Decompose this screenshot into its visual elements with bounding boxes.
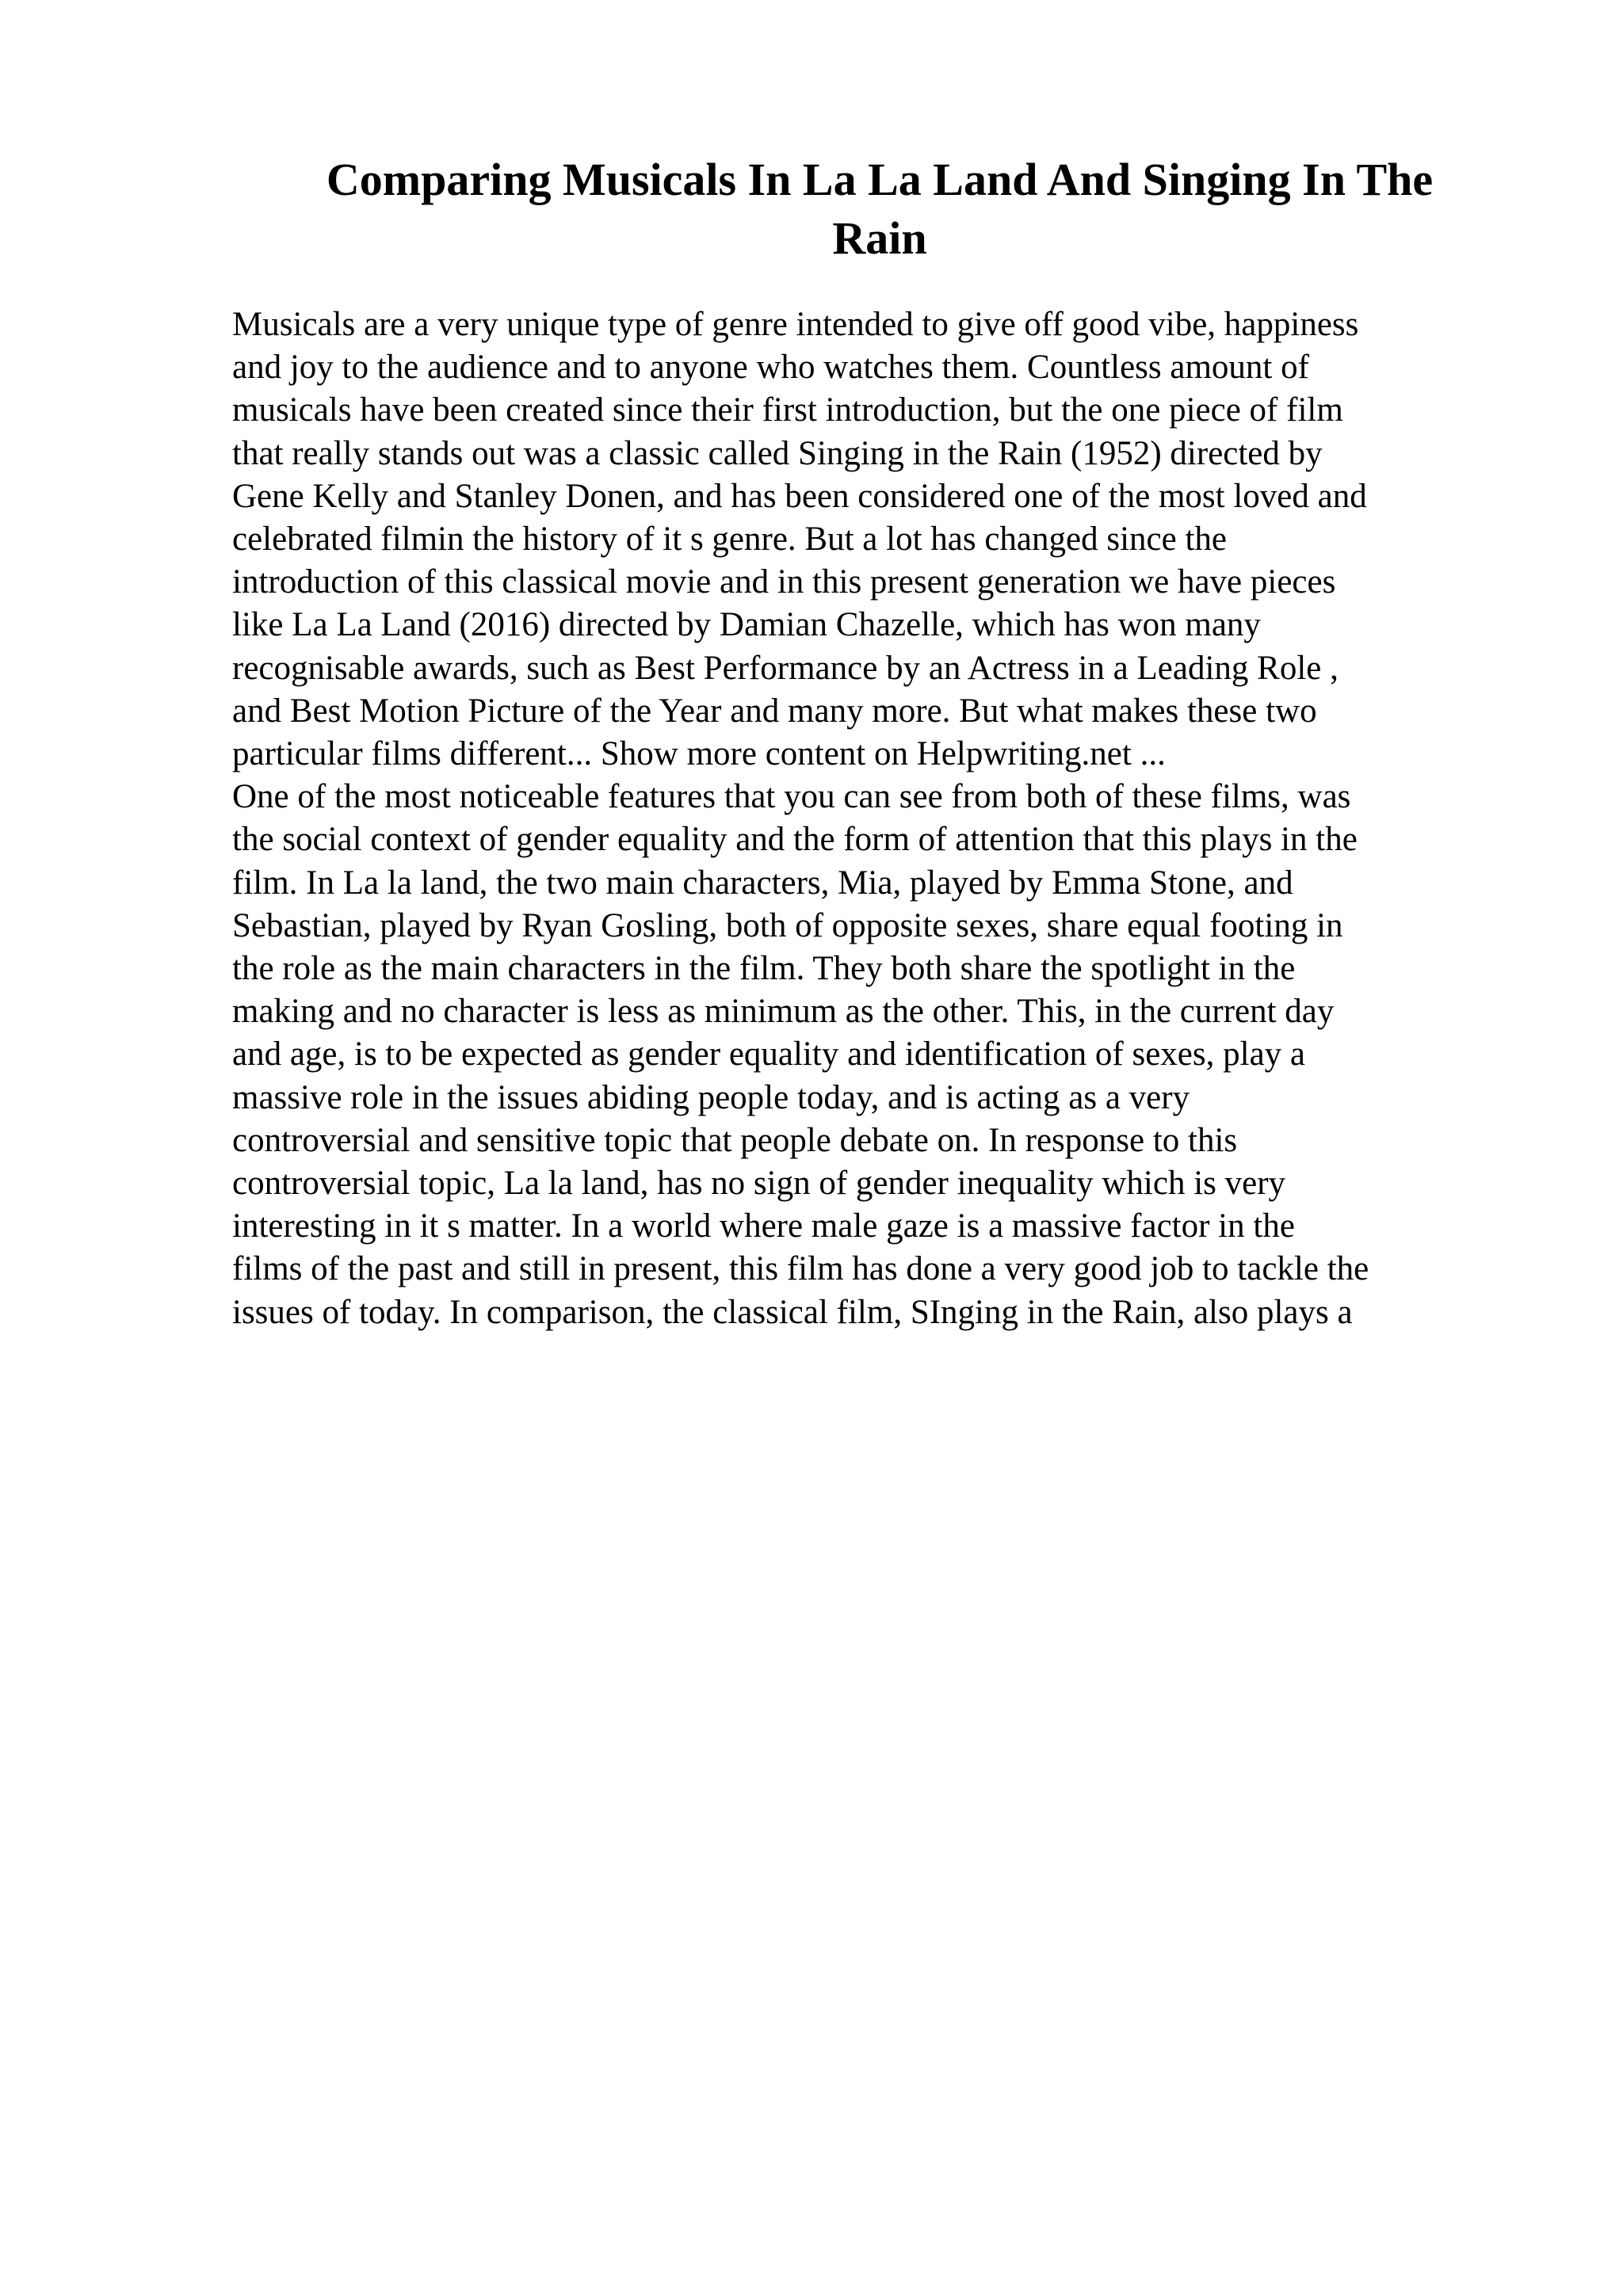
body-line: celebrated filmin the history of it s genre. But a lot has changed since the bbox=[232, 521, 1227, 559]
body-line: issues of today. In comparison, the classical film, SInging in the Rain, also plays a bbox=[232, 1293, 1353, 1331]
body-line: One of the most noticeable features that you can see from both of these films, was bbox=[232, 778, 1351, 816]
title-line: Comparing Musicals In La La Land And Singing In The bbox=[326, 154, 1434, 205]
document-body bbox=[232, 303, 1532, 1334]
body-line: musicals have been created since their first introduction, but the one piece of film bbox=[232, 391, 1343, 429]
document-title bbox=[262, 151, 1498, 268]
body-line: films of the past and still in present, this film has done a very good job to tackle the bbox=[232, 1250, 1369, 1288]
body-line: interesting in it s matter. In a world where male gaze is a massive factor in the bbox=[232, 1207, 1295, 1245]
title-line: Rain bbox=[832, 212, 927, 264]
body-line: and joy to the audience and to anyone who watches them. Countless amount of bbox=[232, 349, 1309, 387]
body-line: particular films different... Show more content on Helpwriting.net ... bbox=[232, 735, 1166, 773]
body-line: Sebastian, played by Ryan Gosling, both of opposite sexes, share equal footing in bbox=[232, 906, 1343, 944]
body-line: introduction of this classical movie and in this present generation we have pieces bbox=[232, 563, 1336, 601]
body-line: Musicals are a very unique type of genre intended to give off good vibe, happiness bbox=[232, 306, 1359, 343]
body-line: controversial and sensitive topic that people debate on. In response to this bbox=[232, 1121, 1238, 1159]
body-line: Gene Kelly and Stanley Donen, and has been considered one of the most loved and bbox=[232, 477, 1367, 515]
body-line: recognisable awards, such as Best Performance by an Actress in a Leading Role , bbox=[232, 649, 1338, 687]
body-line: controversial topic, La la land, has no sign of gender inequality which is very bbox=[232, 1165, 1286, 1203]
body-line: film. In La la land, the two main characters, Mia, played by Emma Stone, and bbox=[232, 864, 1293, 902]
body-line: the social context of gender equality and the form of attention that this plays in the bbox=[232, 821, 1358, 859]
body-line: like La La Land (2016) directed by Damian Chazelle, which has won many bbox=[232, 606, 1261, 644]
body-line: and Best Motion Picture of the Year and many more. But what makes these two bbox=[232, 692, 1317, 730]
body-line: the role as the main characters in the film. They both share the spotlight in the bbox=[232, 950, 1296, 988]
body-line: and age, is to be expected as gender equality and identification of sexes, play a bbox=[232, 1035, 1305, 1074]
body-line: that really stands out was a classic called Singing in the Rain (1952) directed by bbox=[232, 434, 1323, 472]
body-line: massive role in the issues abiding people today, and is acting as a very bbox=[232, 1078, 1190, 1116]
body-line: making and no character is less as minimum as the other. This, in the current day bbox=[232, 993, 1335, 1031]
